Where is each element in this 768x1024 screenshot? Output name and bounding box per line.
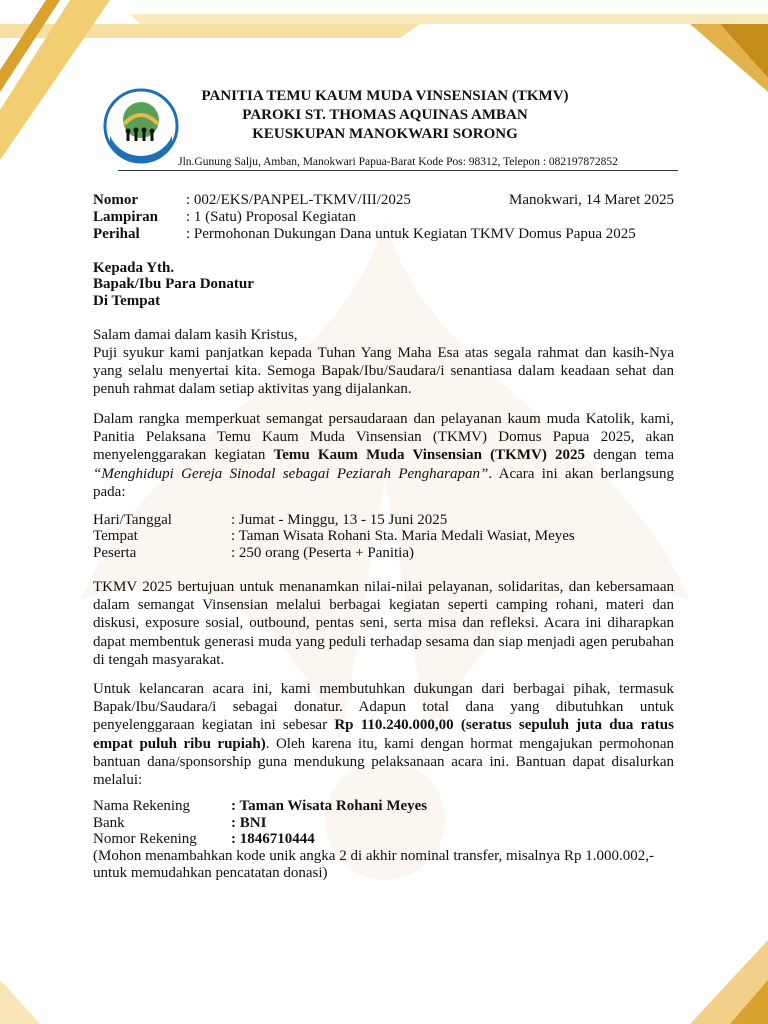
event-name: Temu Kaum Muda Vinsensian (TKMV) 2025 (273, 447, 586, 464)
perihal-label: Perihal (93, 226, 140, 242)
bank-value-account-name: : Taman Wisata Rohani Meyes (231, 798, 428, 814)
letterhead-line-1: PANITIA TEMU KAUM MUDA VINSENSIAN (TKMV) (201, 88, 569, 104)
bank-value-bank: : BNI (231, 815, 267, 831)
organization-logo (98, 84, 184, 164)
purpose-paragraph: TKMV 2025 bertujuan untuk menanamkan nilai-nilai pelayanan, solidaritas, dan kebersamaan dalam semangat Vinsensian melalui berbagai kegiatan seperti camping rohani, materi dan diskusi, exposure sosial, outbound, pentas seni, serta misa dan refleksi. Acara ini diharapkan dapat membentuk generasi muda yang peduli terhadap sesama dan siap menjadi agen perubahan di tengah masyarakat. (93, 579, 674, 668)
request-text-1: Untuk kelancaran acara ini, kami membutuhkan dukungan dari berbagai pihak, termasuk Bapak/Ibu/Saudara/i sebagai donatur. Adapun total dana yang dibutuhkan untuk penyelenggaraan kegiatan ini sebesar (93, 681, 674, 734)
detail-value-participants: : 250 orang (Peserta + Panitia) (231, 545, 414, 561)
intro-text-2: dengan tema (585, 447, 674, 464)
detail-value-date: : Jumat - Minggu, 13 - 15 Juni 2025 (231, 512, 448, 528)
intro-text-1: Dalam rangka memperkuat semangat persaudaraan dan pelayanan kaum muda Katolik, kami, Panitia Pelaksana Temu Kaum Muda Vinsensian (TKMV) Domus Papua 2025, akan menyelenggarakan kegiatan (93, 411, 674, 464)
lampiran-value: : 1 (Satu) Proposal Kegiatan (186, 209, 356, 225)
recipient-line-2: Bapak/Ibu Para Donatur (93, 276, 254, 292)
letterhead-line-3: KEUSKUPAN MANOKWARI SORONG (252, 126, 518, 142)
detail-value-place: : Taman Wisata Rohani Sta. Maria Medali Wasiat, Meyes (231, 528, 575, 544)
salutation: Salam damai dalam kasih Kristus, (93, 327, 298, 343)
funding-amount: Rp 110.240.000,00 (seratus sepuluh juta dua ratus empat puluh ribu rupiah) (93, 717, 674, 752)
event-theme: “Menghidupi Gereja Sinodal sebagai Peziarah Pengharapan” (93, 465, 489, 482)
bank-label-bank: Bank (93, 815, 125, 831)
letter-date: Manokwari, 14 Maret 2025 (509, 192, 674, 208)
nomor-value: : 002/EKS/PANPEL-TKMV/III/2025 (186, 192, 411, 208)
bank-value-account-number: : 1846710444 (231, 831, 315, 847)
detail-label-place: Tempat (93, 528, 138, 544)
detail-label-participants: Peserta (93, 545, 137, 561)
lampiran-label: Lampiran (93, 209, 159, 225)
bank-label-account-name: Nama Rekening (93, 798, 191, 814)
nomor-label: Nomor (93, 192, 138, 208)
request-text-2: . Oleh karena itu, kami dengan hormat mengajukan permohonan bantuan dana/sponsorship guna mendukung pelaksanaan acara ini. Bantuan dapat disalurkan melalui: (93, 735, 674, 789)
detail-label-date: Hari/Tanggal (93, 512, 172, 528)
request-paragraph (93, 680, 674, 789)
bank-label-account-number: Nomor Rekening (93, 831, 197, 847)
transfer-note: (Mohon menambahkan kode unik angka 2 di akhir nominal transfer, misalnya Rp 1.000.002,- untuk memudahkan pencatatan donasi) (93, 848, 654, 881)
recipient-line-1: Kepada Yth. (93, 260, 175, 276)
letterhead-line-2: PAROKI ST. THOMAS AQUINAS AMBAN (242, 107, 528, 123)
perihal-value: : Permohonan Dukungan Dana untuk Kegiatan TKMV Domus Papua 2025 (186, 226, 636, 242)
greeting-paragraph: Puji syukur kami panjatkan kepada Tuhan Yang Maha Esa atas segala rahmat dan kasih-Nya yang selalu menyertai kita. Semoga Bapak/Ibu/Saudara/i senantiasa dalam keadaan sehat dan penuh rahmat dalam setiap aktivitas yang dijalankan. (93, 345, 674, 398)
intro-paragraph (93, 410, 674, 501)
recipient-line-3: Di Tempat (93, 293, 161, 309)
letterhead-address: Jln.Gunung Salju, Amban, Manokwari Papua-Barat Kode Pos: 98312, Telepon : 082197872852 (118, 156, 678, 171)
intro-text-3: . Acara ini akan berlangsung pada: (93, 465, 674, 500)
